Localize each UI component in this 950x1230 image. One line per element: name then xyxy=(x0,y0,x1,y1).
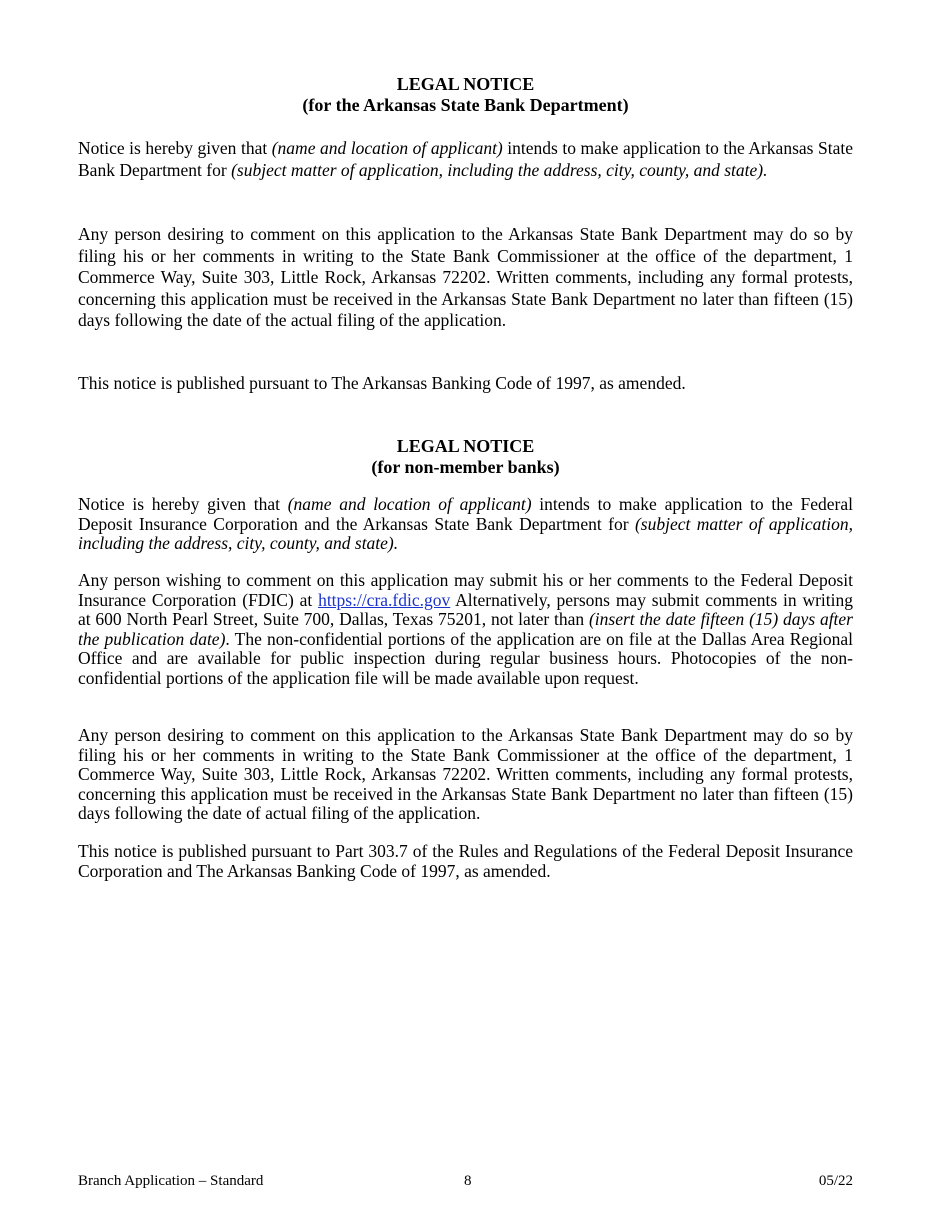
notice2-p1-applicant-placeholder: (name and location of applicant) xyxy=(287,494,532,514)
notice2-title: LEGAL NOTICE xyxy=(396,436,535,456)
footer-revision-date: 05/22 xyxy=(818,1173,853,1189)
notice2-paragraph-4: This notice is published pursuant to Part 303.7 of the Rules and Regulations of the Federal Deposit Insurance Corporation and The Arkansas Banking Code of 1997, as amended. xyxy=(78,841,853,881)
notice1-p1-applicant-placeholder: (name and location of applicant) xyxy=(271,138,503,158)
notice1-p1-subject-placeholder: (subject matter of application, including the address, city, county, and state). xyxy=(231,159,768,180)
footer-document-title: Branch Application – Standard xyxy=(78,1173,264,1189)
notice2-heading xyxy=(78,436,853,478)
notice1-heading xyxy=(78,74,853,116)
notice1-p1-text-a: Notice is hereby given that xyxy=(78,138,272,158)
notice2-subtitle: (for non-member banks) xyxy=(371,457,560,477)
notice1-title: LEGAL NOTICE xyxy=(396,74,535,94)
notice2-p1-text-c: intends to make application to the Federal Deposit Insurance Corporation and the Arkansas State Bank Department for xyxy=(78,494,853,534)
document-page xyxy=(78,0,853,1230)
notice1-paragraph-1 xyxy=(78,138,853,181)
notice2-p2-text-d: . The non-confidential portions of the application are on file at the Dallas Area Regional Office and are available for public inspection during regular business hours. Photocopies of the non-confidential portions of the application file will be made available upon request. xyxy=(78,628,853,688)
notice2-paragraph-1 xyxy=(78,495,853,554)
notice2-p2-date-placeholder: (insert the date fifteen (15) days after the publication date) xyxy=(78,609,853,649)
notice2-p1-subject-placeholder: (subject matter of application, including the address, city, county, and state). xyxy=(78,513,853,554)
notice2-p2-text-a: Any person wishing to comment on this application may submit his or her comments to the Federal Deposit Insurance Corporation (FDIC) at xyxy=(78,570,853,610)
notice1-paragraph-2: Any person desiring to comment on this application to the Arkansas State Bank Department may do so by filing his or her comments in writing to the State Bank Commissioner at the office of the department, 1 Commerce Way, Suite 303, Little Rock, Arkansas 72202. Written comments, including any formal protests, concerning this application must be received in the Arkansas State Bank Department no later than fifteen (15) days following the date of the actual filing of the application. xyxy=(78,224,853,330)
notice2-paragraph-2 xyxy=(78,571,853,689)
notice2-p1-text-a: Notice is hereby given that xyxy=(78,494,288,514)
notice2-paragraph-3: Any person desiring to comment on this application to the Arkansas State Bank Department may do so by filing his or her comments in writing to the State Bank Commissioner at the office of the department, 1 Commerce Way, Suite 303, Little Rock, Arkansas 72202. Written comments, including any formal protests, concerning this application must be received in the Arkansas State Bank Department no later than fifteen (15) days following the date of actual filing of the application. xyxy=(78,725,853,824)
footer-page-number: 8 xyxy=(464,1173,472,1189)
fdic-cra-link[interactable]: https://cra.fdic.gov xyxy=(318,589,451,610)
notice1-paragraph-3: This notice is published pursuant to The Arkansas Banking Code of 1997, as amended. xyxy=(78,373,686,393)
notice1-subtitle: (for the Arkansas State Bank Department) xyxy=(302,95,629,115)
notice1-p1-text-c: intends to make application to the Arkansas State Bank Department for xyxy=(78,138,853,180)
notice2-p2-text-b: Alternatively, persons may submit comments in writing at 600 North Pearl Street, Suite 700, Dallas, Texas 75201, not later than xyxy=(78,589,853,630)
